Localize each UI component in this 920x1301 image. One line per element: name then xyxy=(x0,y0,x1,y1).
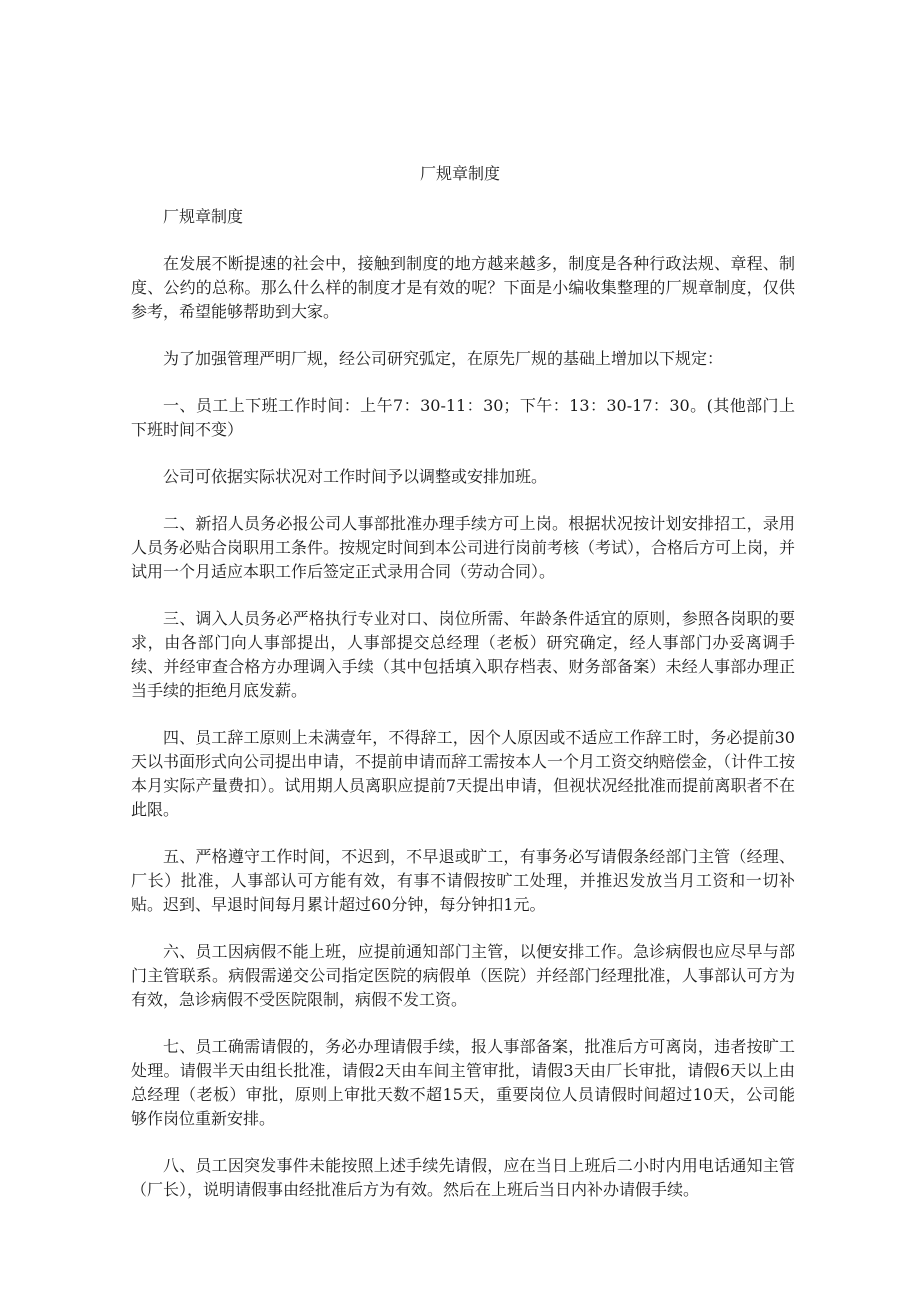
paragraph-rule-3: 三、调入人员务必严格执行专业对口、岗位所需、年龄条件适宜的原则，参照各岗职的要求，由各部门向人事部提出，人事部提交总经理（老板）研究确定，经人事部门办妥离调手续、并经审查合格方办理调入手续（其中包括填入职存档表、财务部备案）未经人事部办理正当手续的拒绝月底发薪。 xyxy=(131,609,795,700)
paragraph-intro: 在发展不断提速的社会中，接触到制度的地方越来越多，制度是各种行政法规、章程、制度、公约的总称。那么什么样的制度才是有效的呢？下面是小编收集整理的厂规章制度，仅供参考，希望能够帮助到大家。 xyxy=(131,254,795,321)
paragraph-rule-5: 五、严格遵守工作时间，不迟到，不早退或旷工，有事务必写请假条经部门主管（经理、厂长）批准，人事部认可方能有效，有事不请假按旷工处理，并推迟发放当月工资和一切补贴。迟到、早退时间每月累计超过60分钟，每分钟扣1元。 xyxy=(131,847,795,914)
paragraph-rule-7: 七、员工确需请假的，务必办理请假手续，报人事部备案，批准后方可离岗，违者按旷工处理。请假半天由组长批准，请假2天由车间主管审批，请假3天由厂长审批，请假6天以上由总经理（老板）审批，原则上审批天数不超15天，重要岗位人员请假时间超过10天，公司能够作岗位重新安排。 xyxy=(131,1037,795,1128)
paragraph-rule-8: 八、员工因突发事件未能按照上述手续先请假，应在当日上班后二小时内用电话通知主管（厂长），说明请假事由经批准后方为有效。然后在上班后当日内补办请假手续。 xyxy=(131,1156,795,1199)
paragraph-purpose: 为了加强管理严明厂规，经公司研究弧定，在原先厂规的基础上增加以下规定： xyxy=(163,349,724,368)
paragraph-heading: 厂规章制度 xyxy=(163,207,244,226)
paragraph-rule-6: 六、员工因病假不能上班，应提前通知部门主管，以便安排工作。急诊病假也应尽早与部门主管联系。病假需递交公司指定医院的病假单（医院）并经部门经理批准，人事部认可方为有效，急诊病假不受医院限制，病假不发工资。 xyxy=(131,942,795,1009)
paragraph-rule-1: 一、员工上下班工作时间：上午7：30-11：30；下午：13：30-17：30。(其他部门上下班时间不变） xyxy=(131,396,795,439)
paragraph-rule-2: 二、新招人员务必报公司人事部批准办理手续方可上岗。根据状况按计划安排招工，录用人员务必贴合岗职用工条件。按规定时间到本公司进行岗前考核（考试），合格后方可上岗，并试用一个月适应本职工作后签定正式录用合同（劳动合同）。 xyxy=(131,514,796,581)
document-title: 厂规章制度 xyxy=(419,164,500,183)
paragraph-rule-4: 四、员工辞工原则上未满壹年，不得辞工，因个人原因或不适应工作辞工时，务必提前30天以书面形式向公司提出申请，不提前申请而辞工需按本人一个月工资交纳赔偿金，（计件工按本月实际产量费扣）。试用期人员离职应提前7天提出申请，但视状况经批准而提前离职者不在此限。 xyxy=(131,728,796,819)
paragraph-rule-1-note: 公司可依据实际状况对工作时间予以调整或安排加班。 xyxy=(163,467,548,486)
document-body xyxy=(131,205,795,1225)
